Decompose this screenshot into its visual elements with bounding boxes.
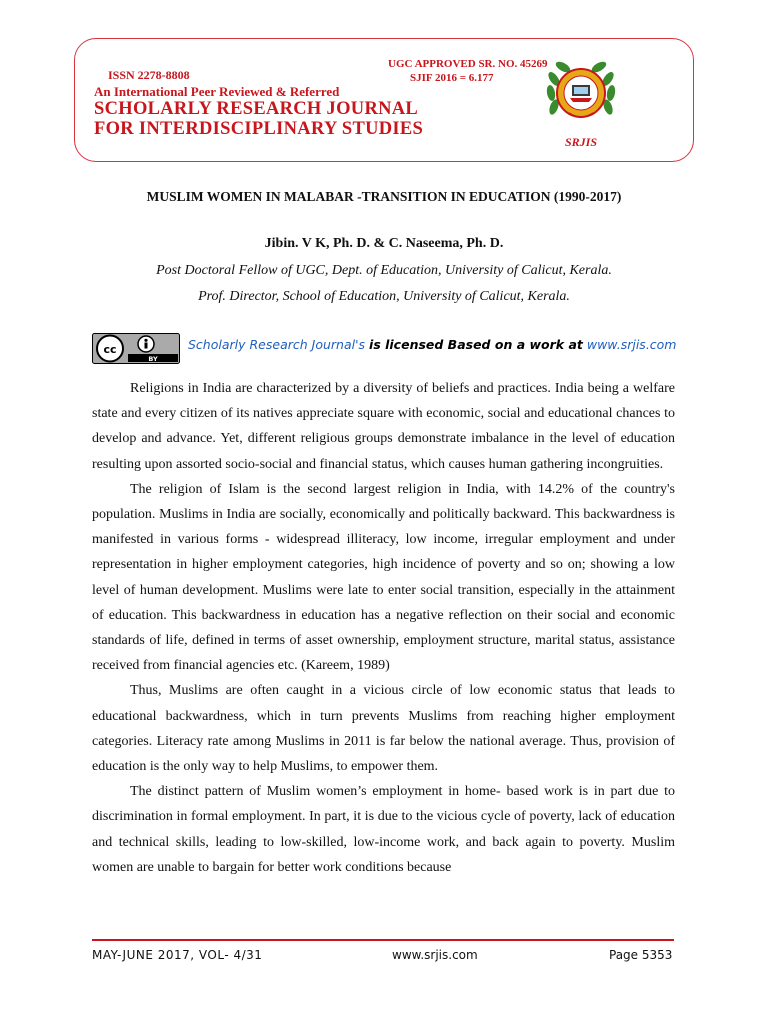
sjif-factor: SJIF 2016 = 6.177 xyxy=(410,72,494,84)
journal-header xyxy=(74,38,694,162)
license-note xyxy=(188,337,676,352)
journal-title-line1: SCHOLARLY RESEARCH JOURNAL xyxy=(94,99,419,119)
license-text: is licensed Based on a work at xyxy=(369,337,583,352)
paragraph: Thus, Muslims are often caught in a vicious circle of low economic status that leads to educational backwardness, which in turn prevents Muslims from reaching higher employment categories. Literacy rate among Muslims in 2011 is far below the national average. Thus, provision of education is the only way to help Muslims, to empower them. xyxy=(92,683,675,775)
footer-page-number: Page 5353 xyxy=(609,948,673,962)
journal-seal-logo xyxy=(541,47,621,157)
license-url-link[interactable]: www.srjis.com xyxy=(586,337,677,352)
article-body xyxy=(92,376,675,880)
paragraph: Religions in India are characterized by a diversity of beliefs and practices. India being a welfare state and every citizen of its natives appreciate square with economic, social and educational chances to develop and advance. Yet, different religious groups demonstrate imbalance in the level of education resulting upon assorted socio-social and financial status, which causes human gathering incongruities. xyxy=(92,381,675,472)
issn: ISSN 2278-8808 xyxy=(108,68,190,82)
footer-website-link[interactable]: www.srjis.com xyxy=(392,948,478,962)
affiliation-2: Prof. Director, School of Education, University of Calicut, Kerala. xyxy=(198,289,570,304)
footer-issue: MAY-JUNE 2017, VOL- 4/31 xyxy=(92,948,263,962)
ugc-number: UGC APPROVED SR. NO. 45269 xyxy=(388,58,548,70)
footer-divider xyxy=(92,939,674,941)
peer-review-note: An International Peer Reviewed & Referred xyxy=(94,84,340,99)
authors: Jibin. V K, Ph. D. & C. Naseema, Ph. D. xyxy=(264,236,504,251)
affiliation-1: Post Doctoral Fellow of UGC, Dept. of Education, University of Calicut, Kerala. xyxy=(156,263,612,278)
cc-by-license-icon xyxy=(92,333,180,364)
cc-label: cc xyxy=(103,343,117,356)
seal-label: SRJIS xyxy=(564,135,598,149)
paragraph: The distinct pattern of Muslim women’s employment in home- based work is in part due to discrimination in formal employment. In part, it is due to the vicious cycle of poverty, lack of education and technical skills, leading to low-skilled, low-income work, and back again to poverty. Muslim women are unable to bargain for better work conditions because xyxy=(92,784,675,875)
journal-title-line2: FOR INTERDISCIPLINARY STUDIES xyxy=(94,119,424,139)
license-journal: Scholarly Research Journal's xyxy=(188,337,366,352)
paragraph: The religion of Islam is the second largest religion in India, with 14.2% of the country's population. Muslims in India are socially, economically and politically backward. This backwardness is manifested in various forms - widespread illiteracy, low income, irregular employment and under representation in higher employment categories, high incidence of poverty and so on; showing a low level of human development. Muslims were late to enter social transition, especially in the attainment of education. This backwardness in education has a negative reflection on their social and economic standards of life, defined in terms of asset ownership, employment structure, marital status, assistance received from financial agencies etc. (Kareem, 1989) xyxy=(92,481,675,674)
by-label: BY xyxy=(148,355,158,363)
paper-title: MUSLIM WOMEN IN MALABAR -TRANSITION IN EDUCATION (1990-2017) xyxy=(146,189,622,204)
